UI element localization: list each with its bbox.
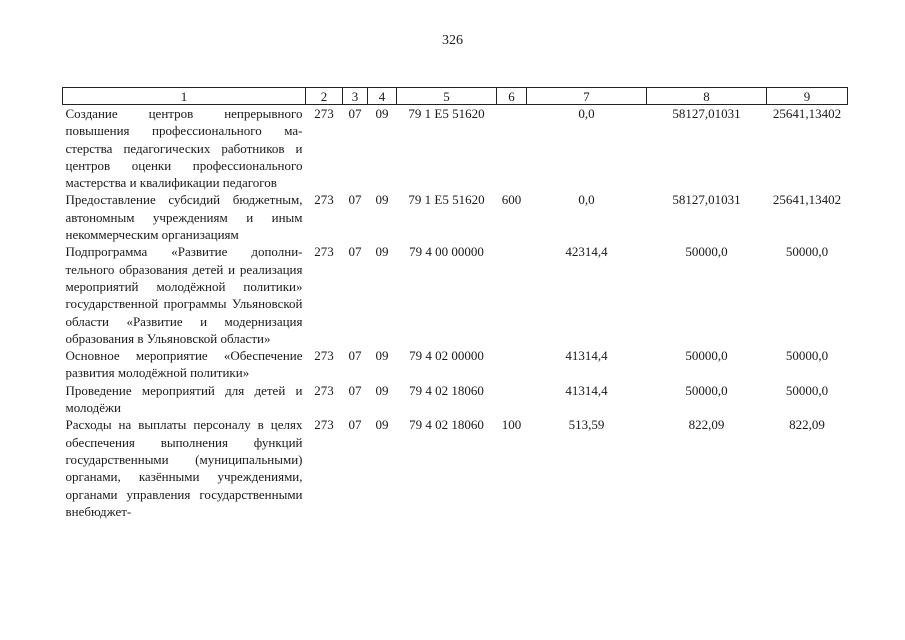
row-name: Основное мероприятие «Обеспечение развития молодёжной политики» (65, 348, 303, 381)
cell-target-article: 79 4 02 00000 (409, 348, 484, 364)
cell-amount-9: 50000,0 (785, 244, 829, 260)
cell-amount-8: 50000,0 (685, 244, 728, 260)
cell-amount-7: 513,59 (568, 417, 605, 433)
cell-section: 07 (348, 348, 362, 364)
cell-amount-8: 822,09 (688, 417, 725, 433)
cell-subsection: 09 (375, 417, 389, 433)
cell-section: 07 (348, 382, 362, 398)
cell-target-article: 79 4 00 00000 (409, 244, 484, 260)
cell-amount-7: 41314,4 (565, 348, 608, 364)
cell-admin-code: 273 (314, 244, 334, 260)
cell-section: 07 (348, 244, 362, 260)
cell-expense-type: 100 (501, 417, 522, 433)
cell-subsection: 09 (375, 382, 389, 398)
cell-expense-type (497, 105, 527, 192)
cell-admin-code: 273 (314, 382, 334, 398)
column-header: 5 (397, 88, 497, 105)
column-header: 8 (647, 88, 767, 105)
row-name: Подпрограмма «Развитие дополнительного образования детей и реализация мероприятий молодёжной политики» государственной программы Ульяновской области «Развитие и модернизация образования в Ульяновской области» (65, 244, 303, 346)
row-name: Расходы на выплаты персоналу в целях обеспечения выполнения функций государственными (муниципальными) органами, казёнными учреждениями, органами управления государственными внебюджет- (65, 417, 303, 519)
cell-subsection: 09 (375, 106, 389, 121)
cell-amount-8: 58127,01031 (672, 192, 741, 208)
row-name: Создание центров непрерывного повышения профессионального мастерства педагогических работников и центров оценки профессионального мастерства и квалификации педагогов (65, 106, 303, 191)
table-row (63, 416, 848, 520)
cell-amount-7: 0,0 (578, 192, 595, 208)
cell-amount-7: 0,0 (578, 106, 595, 121)
table-row (63, 105, 848, 192)
cell-target-article: 79 4 02 18060 (409, 417, 484, 433)
column-header: 1 (63, 88, 306, 105)
cell-expense-type (497, 347, 527, 382)
cell-section: 07 (348, 417, 362, 433)
budget-table (62, 87, 848, 520)
cell-amount-7: 41314,4 (565, 382, 608, 398)
cell-expense-type: 600 (501, 192, 522, 208)
cell-subsection: 09 (375, 192, 389, 208)
cell-admin-code: 273 (314, 192, 334, 208)
column-header: 2 (306, 88, 343, 105)
cell-subsection: 09 (375, 244, 389, 260)
cell-section: 07 (348, 106, 362, 121)
page-number: 326 (442, 33, 463, 48)
column-header: 3 (343, 88, 368, 105)
table-row (63, 243, 848, 347)
cell-section: 07 (348, 192, 362, 208)
table-header-row (63, 88, 848, 105)
column-header: 4 (368, 88, 397, 105)
cell-expense-type (497, 382, 527, 417)
cell-expense-type (497, 243, 527, 347)
cell-admin-code: 273 (314, 106, 334, 121)
column-header: 6 (497, 88, 527, 105)
cell-amount-8: 50000,0 (685, 348, 728, 364)
column-header: 9 (767, 88, 848, 105)
cell-target-article: 79 4 02 18060 (409, 382, 484, 398)
cell-amount-7: 42314,4 (565, 244, 608, 260)
cell-target-article: 79 1 E5 51620 (408, 192, 485, 208)
cell-amount-9: 50000,0 (785, 348, 829, 364)
cell-subsection: 09 (375, 348, 389, 364)
cell-amount-9: 25641,13402 (772, 106, 842, 121)
cell-target-article: 79 1 E5 51620 (408, 106, 485, 121)
cell-admin-code: 273 (314, 348, 334, 364)
row-name: Проведение мероприятий для детей и молодёжи (65, 382, 303, 416)
table-row (63, 382, 848, 417)
cell-amount-9: 50000,0 (785, 382, 829, 398)
table-row (63, 191, 848, 243)
cell-admin-code: 273 (314, 417, 334, 433)
column-header: 7 (527, 88, 647, 105)
table-row (63, 347, 848, 382)
cell-amount-8: 58127,01031 (672, 106, 741, 121)
cell-amount-9: 822,09 (789, 417, 825, 433)
row-name: Предоставление субсидий бюджетным, автономным учреждениям и иным некоммерческим организациям (65, 192, 303, 243)
cell-amount-9: 25641,13402 (772, 192, 842, 208)
cell-amount-8: 50000,0 (685, 382, 728, 398)
